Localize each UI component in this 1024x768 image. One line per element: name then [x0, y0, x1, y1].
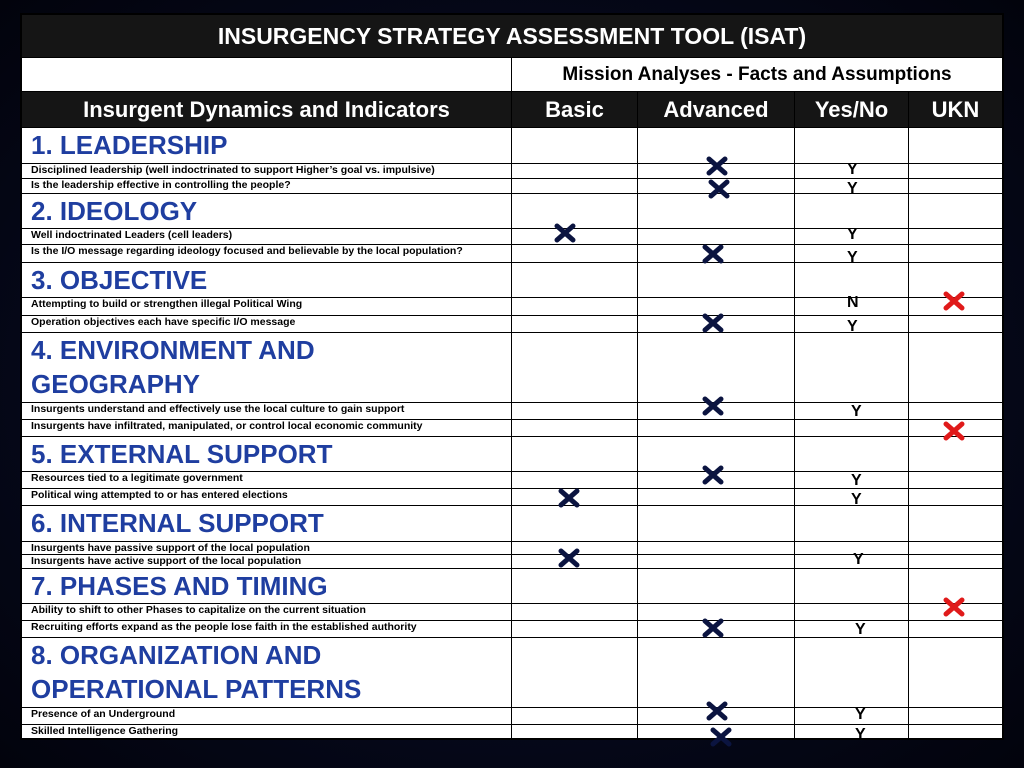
category-yes-no-cell	[795, 506, 909, 542]
category-yes-no-cell	[795, 333, 909, 403]
indicator-ukn-cell	[909, 542, 1002, 555]
category-row	[22, 263, 1002, 298]
indicator-text: Recruiting efforts expand as the people lose faith in the established authority	[31, 621, 417, 633]
category-label-cell	[22, 506, 512, 542]
category-label-cell	[22, 263, 512, 298]
indicator-yes-no-cell	[795, 294, 909, 316]
indicator-yes-no-cell	[795, 705, 909, 725]
category-ukn-cell	[909, 437, 1002, 472]
subheader-title: Mission Analyses - Facts and Assumptions	[512, 58, 1002, 92]
indicator-text: Disciplined leadership (well indoctrinated to support Higher’s goal vs. impulsive)	[31, 164, 435, 176]
category-advanced-cell	[638, 333, 795, 403]
x-mark-icon	[943, 290, 965, 312]
yes-no-value: Y	[851, 471, 862, 489]
indicator-ukn-cell	[909, 229, 1002, 245]
indicator-row	[22, 294, 1002, 316]
x-mark-icon	[706, 700, 728, 722]
indicator-text: Operation objectives each have specific I/O message	[31, 316, 296, 328]
category-row	[22, 333, 1002, 403]
indicator-label-cell	[22, 403, 512, 420]
indicator-advanced-cell	[638, 725, 795, 740]
indicator-advanced-cell	[638, 179, 795, 194]
indicator-yes-no-cell	[795, 160, 909, 179]
category-title: 6. INTERNAL SUPPORT	[31, 508, 324, 538]
indicator-yes-no-cell	[795, 245, 909, 266]
indicator-ukn-cell	[909, 621, 1002, 638]
indicator-text: Insurgents have infiltrated, manipulated, or control local economic community	[31, 420, 423, 432]
category-ukn-cell	[909, 194, 1002, 229]
category-basic-cell	[512, 506, 638, 542]
indicator-basic-cell	[512, 403, 638, 420]
indicator-row	[22, 551, 1002, 569]
indicator-row	[22, 489, 1002, 506]
category-basic-cell	[512, 263, 638, 298]
indicator-ukn-cell	[909, 489, 1002, 506]
subheader-row	[22, 58, 1002, 92]
x-mark-icon	[702, 617, 724, 639]
indicator-yes-no-cell	[795, 472, 909, 489]
indicator-advanced-cell	[638, 472, 795, 489]
indicator-yes-no-cell	[795, 725, 909, 743]
indicator-label-cell	[22, 621, 512, 638]
indicator-basic-cell	[512, 179, 638, 194]
indicator-yes-no-cell	[795, 551, 909, 569]
x-mark-icon	[702, 464, 724, 486]
yes-no-value: Y	[847, 249, 858, 266]
category-label-cell	[22, 437, 512, 472]
indicator-ukn-cell	[909, 472, 1002, 489]
indicator-text: Is the leadership effective in controlling the people?	[31, 179, 291, 191]
indicator-yes-no-cell	[795, 542, 909, 555]
indicator-label-cell	[22, 316, 512, 333]
indicator-ukn-cell	[909, 245, 1002, 263]
category-title: 7. PHASES AND TIMING	[31, 571, 328, 601]
category-ukn-cell	[909, 333, 1002, 403]
indicator-yes-no-cell	[795, 403, 909, 420]
indicator-text: Well indoctrinated Leaders (cell leaders)	[31, 229, 233, 241]
x-mark-icon	[702, 395, 724, 417]
category-row	[22, 506, 1002, 542]
category-basic-cell	[512, 333, 638, 403]
yes-no-value: Y	[851, 402, 862, 420]
category-basic-cell	[512, 638, 638, 708]
category-advanced-cell	[638, 506, 795, 542]
category-yes-no-cell	[795, 263, 909, 298]
category-label-cell	[22, 638, 512, 708]
category-title-line2: GEOGRAPHY	[31, 369, 201, 399]
col-header-basic: Basic	[512, 92, 638, 128]
indicator-label-cell	[22, 298, 512, 316]
category-title: 4. ENVIRONMENT AND	[31, 335, 315, 365]
indicator-yes-no-cell	[795, 621, 909, 638]
category-ukn-cell	[909, 638, 1002, 708]
x-mark-icon	[943, 596, 965, 618]
indicator-advanced-cell	[638, 542, 795, 555]
indicator-yes-no-cell	[795, 604, 909, 621]
indicator-basic-cell	[512, 555, 638, 569]
category-yes-no-cell	[795, 128, 909, 164]
indicator-basic-cell	[512, 164, 638, 179]
category-ukn-cell	[909, 128, 1002, 164]
indicator-ukn-cell	[909, 708, 1002, 725]
indicator-row	[22, 420, 1002, 437]
indicator-text: Political wing attempted to or has entered elections	[31, 489, 288, 501]
indicator-basic-cell	[512, 708, 638, 725]
column-header-row	[22, 92, 1002, 128]
x-mark-icon	[554, 222, 576, 244]
indicator-ukn-cell	[909, 316, 1002, 333]
category-label-cell	[22, 569, 512, 604]
indicator-text: Insurgents have passive support of the local population	[31, 542, 310, 554]
indicator-row	[22, 245, 1002, 266]
x-mark-icon	[710, 726, 732, 748]
indicator-label-cell	[22, 179, 512, 194]
title-row	[22, 15, 1002, 58]
indicator-text: Presence of an Underground	[31, 708, 176, 720]
indicator-yes-no-cell	[795, 226, 909, 245]
table-title: INSURGENCY STRATEGY ASSESSMENT TOOL (ISAT)	[22, 15, 1002, 58]
indicator-ukn-cell	[909, 298, 1002, 316]
indicator-text: Skilled Intelligence Gathering	[31, 725, 179, 737]
category-yes-no-cell	[795, 194, 909, 229]
yes-no-value: Y	[847, 226, 858, 243]
indicator-label-cell	[22, 229, 512, 245]
indicator-text: Attempting to build or strengthen illegal Political Wing	[31, 298, 303, 310]
indicator-basic-cell	[512, 229, 638, 245]
x-mark-icon	[558, 547, 580, 569]
indicator-row	[22, 725, 1002, 743]
indicator-label-cell	[22, 420, 512, 437]
indicator-text: Insurgents understand and effectively use the local culture to gain support	[31, 403, 405, 415]
indicator-advanced-cell	[638, 403, 795, 420]
category-label-cell	[22, 333, 512, 403]
category-advanced-cell	[638, 638, 795, 708]
yes-no-value: Y	[853, 551, 864, 568]
category-yes-no-cell	[795, 437, 909, 472]
category-advanced-cell	[638, 194, 795, 229]
category-basic-cell	[512, 128, 638, 164]
indicator-advanced-cell	[638, 489, 795, 506]
indicator-ukn-cell	[909, 403, 1002, 420]
indicator-row	[22, 316, 1002, 333]
category-label-cell	[22, 128, 512, 164]
indicator-advanced-cell	[638, 316, 795, 333]
indicator-label-cell	[22, 604, 512, 621]
category-row	[22, 638, 1002, 708]
indicator-row	[22, 179, 1002, 197]
indicator-label-cell	[22, 542, 512, 555]
indicator-advanced-cell	[638, 621, 795, 638]
indicator-text: Insurgents have active support of the local population	[31, 555, 302, 567]
indicator-row	[22, 705, 1002, 725]
yes-no-value: Y	[851, 490, 862, 508]
category-advanced-cell	[638, 263, 795, 298]
category-title: 5. EXTERNAL SUPPORT	[31, 439, 333, 469]
indicator-yes-no-cell	[795, 489, 909, 506]
indicator-text: Resources tied to a legitimate government	[31, 472, 243, 484]
indicator-label-cell	[22, 164, 512, 179]
indicator-basic-cell	[512, 316, 638, 333]
category-row	[22, 569, 1002, 604]
category-yes-no-cell	[795, 569, 909, 604]
category-yes-no-cell	[795, 638, 909, 708]
indicator-ukn-cell	[909, 725, 1002, 740]
col-header-advanced: Advanced	[638, 92, 795, 128]
indicator-ukn-cell	[909, 555, 1002, 569]
indicator-label-cell	[22, 725, 512, 740]
indicator-label-cell	[22, 555, 512, 569]
category-basic-cell	[512, 569, 638, 604]
indicator-ukn-cell	[909, 604, 1002, 621]
indicator-yes-no-cell	[795, 179, 909, 197]
indicator-basic-cell	[512, 245, 638, 263]
x-mark-icon	[702, 243, 724, 265]
category-label-cell	[22, 194, 512, 229]
indicator-row	[22, 621, 1002, 638]
yes-no-value: Y	[855, 725, 866, 743]
indicator-label-cell	[22, 245, 512, 263]
indicator-text: Ability to shift to other Phases to capitalize on the current situation	[31, 604, 366, 616]
col-header-dynamics: Insurgent Dynamics and Indicators	[22, 92, 512, 128]
indicator-advanced-cell	[638, 708, 795, 725]
indicator-row	[22, 472, 1002, 489]
category-basic-cell	[512, 437, 638, 472]
col-header-ukn: UKN	[909, 92, 1002, 128]
indicator-row	[22, 604, 1002, 621]
indicator-advanced-cell	[638, 555, 795, 569]
yes-no-value: Y	[855, 620, 866, 638]
indicator-label-cell	[22, 472, 512, 489]
indicator-basic-cell	[512, 489, 638, 506]
subheader-blank	[22, 58, 512, 92]
yes-no-value: Y	[855, 705, 866, 723]
yes-no-value: N	[847, 294, 859, 311]
indicator-row	[22, 226, 1002, 245]
col-header-yes-no: Yes/No	[795, 92, 909, 128]
indicator-ukn-cell	[909, 420, 1002, 437]
yes-no-value: Y	[847, 317, 858, 335]
indicator-basic-cell	[512, 621, 638, 638]
indicator-basic-cell	[512, 604, 638, 621]
category-title: 3. OBJECTIVE	[31, 265, 208, 295]
yes-no-value: Y	[847, 179, 858, 197]
yes-no-value: Y	[847, 160, 858, 178]
indicator-advanced-cell	[638, 420, 795, 437]
indicator-basic-cell	[512, 725, 638, 740]
isat-table	[20, 13, 1004, 743]
category-title: 1. LEADERSHIP	[31, 130, 228, 160]
category-row	[22, 437, 1002, 472]
indicator-label-cell	[22, 489, 512, 506]
indicator-yes-no-cell	[795, 420, 909, 437]
indicator-ukn-cell	[909, 164, 1002, 179]
x-mark-icon	[706, 155, 728, 177]
category-title: 8. ORGANIZATION AND	[31, 640, 322, 670]
category-title: 2. IDEOLOGY	[31, 196, 198, 226]
indicator-basic-cell	[512, 420, 638, 437]
category-advanced-cell	[638, 569, 795, 604]
indicator-row	[22, 403, 1002, 420]
indicator-advanced-cell	[638, 245, 795, 263]
indicator-row	[22, 160, 1002, 179]
x-mark-icon	[702, 312, 724, 334]
indicator-label-cell	[22, 708, 512, 725]
category-ukn-cell	[909, 506, 1002, 542]
indicator-ukn-cell	[909, 179, 1002, 194]
category-row	[22, 128, 1002, 164]
category-title-line2: OPERATIONAL PATTERNS	[31, 674, 362, 704]
indicator-basic-cell	[512, 298, 638, 316]
indicator-text: Is the I/O message regarding ideology focused and believable by the local population?	[31, 245, 463, 257]
category-row	[22, 194, 1002, 229]
indicator-yes-no-cell	[795, 316, 909, 333]
